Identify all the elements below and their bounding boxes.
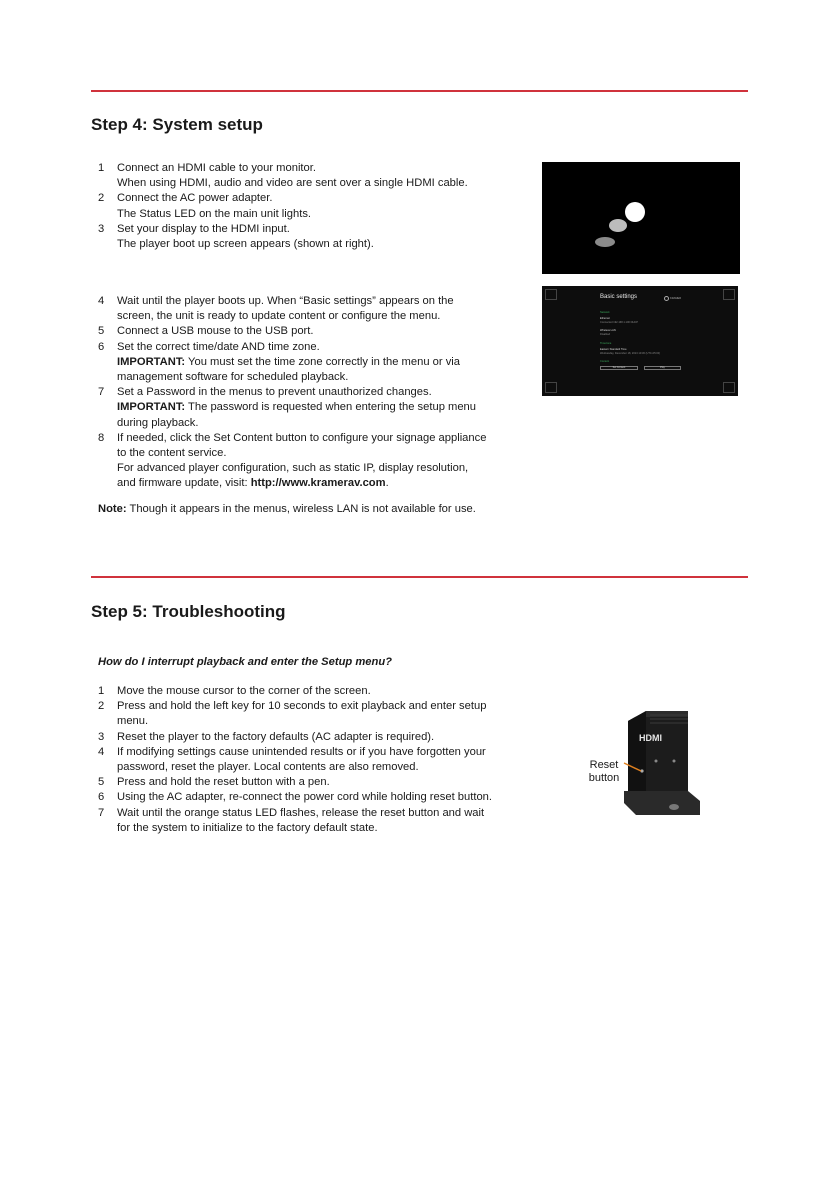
- list-item: 1 Move the mouse cursor to the corner of the screen.: [98, 685, 371, 697]
- set-content-button: Set Content: [600, 366, 638, 370]
- list-item: 3 Set your display to the HDMI input. The player boot up screen appears (shown at right).: [98, 222, 374, 251]
- list-item: 2 Connect the AC power adapter. The Status LED on the main unit lights.: [98, 192, 312, 220]
- corner-hotspot: [545, 382, 557, 393]
- wireless-detail: Disabled: [600, 333, 611, 336]
- timezone-value: Eastern Standard Time: [600, 348, 627, 351]
- list-item: 6 Using the AC adapter, re-connect the power cord while holding reset button.: [98, 791, 493, 804]
- boot-dot: [595, 237, 615, 247]
- note-label: Note:: [98, 503, 127, 515]
- list-item: 6 Set the correct time/date AND time zone. IMPORTANT: You must set the time zone correctly in the menu or via management software for scheduled playback.: [98, 340, 461, 384]
- list-item: 2 Press and hold the left key for 10 seconds to exit playback and enter setup menu.: [98, 700, 487, 728]
- settings-title: Basic settings: [600, 294, 638, 300]
- content-heading: Content: [600, 360, 610, 363]
- kramer-website-link[interactable]: http://www.kramerav.com: [250, 477, 386, 490]
- list-item: 7 Wait until the orange status LED flashes, release the reset button and wait for the system to initialize to the factory default state.: [98, 806, 485, 834]
- list-item: 4 Wait until the player boots up. When “Basic settings” appears on the screen, the unit is ready to update content or configure the menu.: [98, 295, 454, 323]
- note: Note: Though it appears in the menus, wireless LAN is not available for use.: [98, 503, 476, 515]
- list-item: 3 Reset the player to the factory defaults (AC adapter is required).: [98, 730, 435, 743]
- timezone-detail: Wednesday, December 18, 2013 10:30 (UTC-05:00): [600, 352, 661, 355]
- step5-list: [98, 684, 538, 836]
- corner-hotspot: [723, 289, 735, 300]
- basic-settings-screen-image: [542, 286, 738, 396]
- section-divider-step5: [91, 576, 748, 578]
- device-logo: HDMI: [639, 733, 662, 743]
- step5-title: Step 5: Troubleshooting: [91, 602, 286, 621]
- step4-title: Step 4: System setup: [91, 115, 263, 134]
- important-label: IMPORTANT:: [117, 355, 186, 368]
- list-item: 8 If needed, click the Set Content button to configure your signage appliance to the content service. For advanced player configuration, such as static IP, display resolution, and firmware update, visit: http://www.kramerav.com.: [98, 431, 487, 490]
- list-item: 1 Connect an HDMI cable to your monitor. When using HDMI, audio and video are sent over a single HDMI cable.: [98, 162, 468, 190]
- corner-hotspot: [545, 289, 557, 300]
- list-item: 5 Press and hold the reset button with a pen.: [98, 776, 330, 789]
- section-divider-step4: [91, 90, 748, 92]
- boot-dot: [625, 202, 645, 222]
- timezone-heading: Timezone: [600, 342, 612, 345]
- step4-list-a: [98, 161, 538, 252]
- boot-screen-image: [542, 162, 740, 274]
- wireless-label: Wireless LAN: [600, 329, 616, 332]
- reset-button-label: Reset button: [588, 759, 620, 784]
- list-item: 4 If modifying settings cause unintended results or if you have forgotten your password, reset the player. Local contents are also removed.: [98, 745, 486, 774]
- ethernet-detail: Connected 192.168.1.100 DHCP: [600, 321, 638, 324]
- network-heading: Network: [600, 311, 610, 314]
- corner-hotspot: [723, 382, 735, 393]
- play-button: Play: [644, 366, 681, 370]
- kramer-logo: KRAMER: [664, 296, 681, 301]
- list-item: 5 Connect a USB mouse to the USB port.: [98, 325, 314, 338]
- faq-question: How do I interrupt playback and enter the Setup menu?: [98, 656, 393, 668]
- list-item: 7 Set a Password in the menus to prevent unauthorized changes. IMPORTANT: The password is requested when entering the setup menu during playback.: [98, 386, 477, 429]
- step4-list-b: [98, 294, 538, 492]
- important-label: IMPORTANT:: [117, 401, 186, 414]
- boot-dot: [609, 219, 627, 232]
- ethernet-label: Ethernet: [600, 317, 610, 320]
